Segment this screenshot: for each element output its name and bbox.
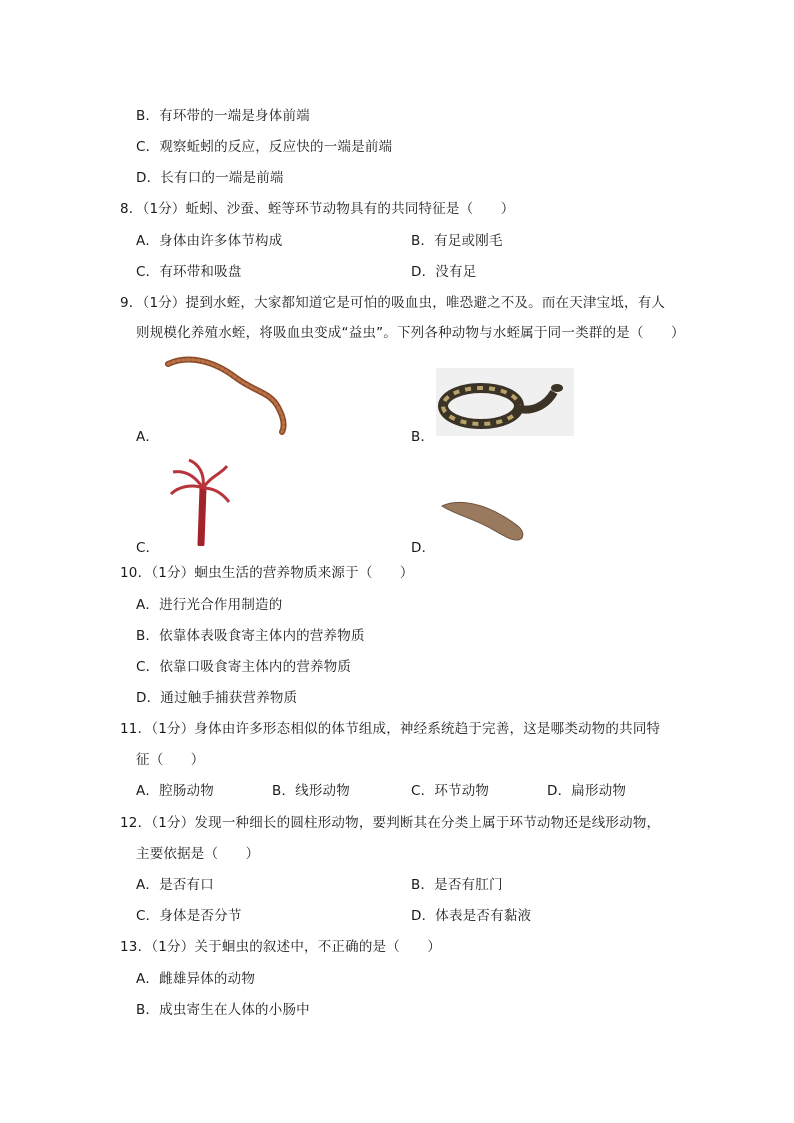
q11-option-b: B．线形动物 [272, 783, 350, 799]
q9-stem-line2: 则规模化养殖水蛭，将吸血虫变成“益虫”。下列各种动物与水蛭属于同一类群的是（ ） [136, 325, 685, 341]
q8-option-a: A．身体由许多体节构成 [136, 233, 283, 249]
q12-option-a: A．是否有口 [136, 877, 214, 893]
q9-stem-line1: 9．（1分）提到水蛭，大家都知道它是可怕的吸血虫，唯恐避之不及。而在天津宝坻，有人 [120, 295, 666, 311]
q8-option-c: C．有环带和吸盘 [136, 264, 242, 280]
q10-stem: 10．（1分）蛔虫生活的营养物质来源于（ ） [120, 565, 414, 581]
q9-option-b: B． [411, 429, 435, 445]
q10-option-d: D．通过触手捕获营养物质 [136, 690, 298, 706]
earthworm-image [160, 352, 295, 437]
q9-option-d: D． [411, 540, 436, 556]
q11-option-a: A．腔肠动物 [136, 783, 214, 799]
q10-option-b: B．依靠体表吸食寄主体内的营养物质 [136, 628, 365, 644]
q8-stem: 8．（1分）蚯蚓、沙蚕、蛭等环节动物具有的共同特征是（ ） [120, 201, 515, 217]
q9-option-a: A． [136, 429, 160, 445]
q8-option-d: D．没有足 [411, 264, 477, 280]
q8-option-b: B．有足或刚毛 [411, 233, 503, 249]
snake-image [436, 368, 574, 436]
q10-option-c: C．依靠口吸食寄主体内的营养物质 [136, 659, 352, 675]
q11-option-c: C．环节动物 [411, 783, 490, 799]
q12-stem-line2: 主要依据是（ ） [136, 846, 260, 862]
q12-option-d: D．体表是否有黏液 [411, 908, 532, 924]
q12-option-c: C．身体是否分节 [136, 908, 242, 924]
planarian-image [438, 494, 530, 546]
q11-stem-line2: 征（ ） [136, 752, 205, 768]
hydra-image [165, 456, 235, 546]
q13-option-a: A．雌雄异体的动物 [136, 971, 256, 987]
q13-option-b: B．成虫寄生在人体的小肠中 [136, 1002, 310, 1018]
q9-option-c: C． [136, 540, 160, 556]
q7-option-b: B．有环带的一端是身体前端 [136, 108, 310, 124]
q13-stem: 13．（1分）关于蛔虫的叙述中，不正确的是（ ） [120, 939, 442, 955]
q12-option-b: B．是否有肛门 [411, 877, 503, 893]
q7-option-c: C．观察蚯蚓的反应，反应快的一端是前端 [136, 139, 393, 155]
q11-option-d: D．扁形动物 [547, 783, 627, 799]
q10-option-a: A．进行光合作用制造的 [136, 597, 283, 613]
q11-stem-line1: 11．（1分）身体由许多形态相似的体节组成，神经系统趋于完善，这是哪类动物的共同特 [120, 721, 661, 737]
q12-stem-line1: 12．（1分）发现一种细长的圆柱形动物，要判断其在分类上属于环节动物还是线形动物， [120, 815, 661, 831]
q7-option-d: D．长有口的一端是前端 [136, 170, 284, 186]
